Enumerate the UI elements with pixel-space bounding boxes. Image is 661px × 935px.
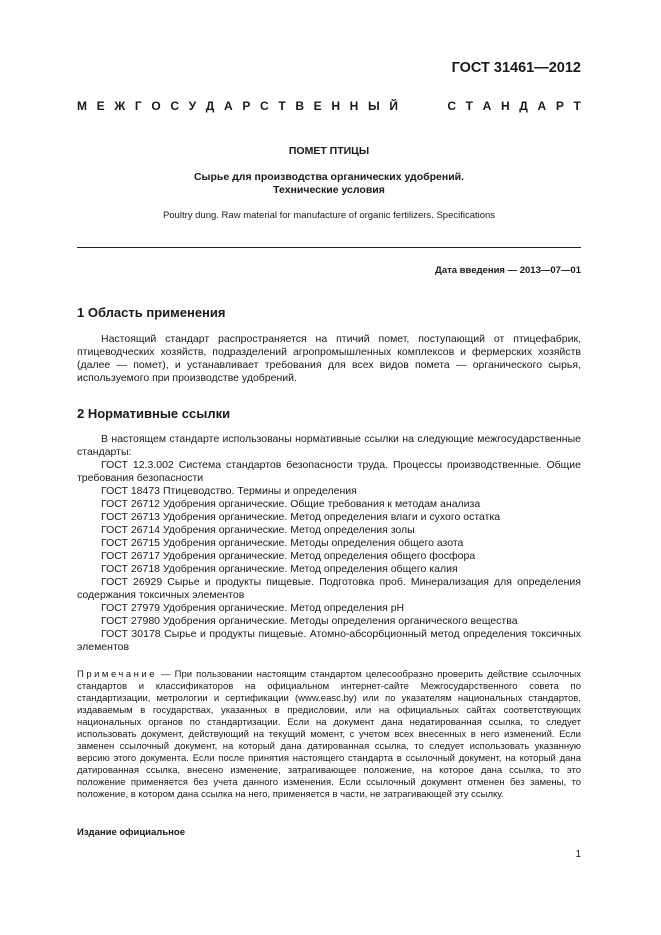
banner-letter: Е: [96, 99, 105, 113]
normative-references: [77, 433, 581, 654]
banner-letter: А: [482, 99, 492, 113]
note-block: [77, 669, 581, 801]
reference-item: ГОСТ 18473 Птицеводство. Термины и определения: [101, 485, 357, 497]
banner-letter: Ж: [114, 99, 126, 113]
reference-item: ГОСТ 26714 Удобрения органические. Метод определения золы: [101, 524, 415, 536]
section-1-text: [77, 333, 581, 385]
banner-letter: С: [447, 99, 456, 113]
banner-letter: Н: [331, 99, 340, 113]
reference-item: ГОСТ 27980 Удобрения органические. Методы определения органического вещества: [101, 615, 518, 627]
banner-letter: Ы: [367, 99, 380, 113]
introduction-date: Дата введения — 2013—07—01: [435, 265, 581, 276]
reference-item: ГОСТ 26712 Удобрения органические. Общие требования к методам анализа: [101, 498, 481, 510]
banner-letter: Т: [573, 99, 581, 113]
section-2-heading: 2 Нормативные ссылки: [77, 406, 231, 421]
banner-letter: Т: [278, 99, 286, 113]
reference-item: ГОСТ 26717 Удобрения органические. Метод определения общего фосфора: [101, 550, 476, 562]
banner-letter: У: [188, 99, 197, 113]
section-1-heading: 1 Область применения: [77, 305, 226, 320]
note-label: Примечание: [77, 669, 157, 680]
official-edition-label: Издание официальное: [77, 827, 185, 838]
reference-item: ГОСТ 30178 Сырье и продукты пищевые. Атомно-абсорбционный метод определения токсичных элементов: [77, 628, 581, 653]
banner-letter: Й: [389, 99, 398, 113]
section-1-paragraph: Настоящий стандарт распространяется на птичий помет, поступающий от птицефабрик, птицеводческих хозяйств, подразделений агропромышленных комплексов и фермерских хозяйств (далее — помет), и устанавливает требования для всех видов помета — органического сырья, используемого при производстве удобрений.: [77, 333, 581, 384]
note-text: — При пользовании настоящим стандартом целесообразно проверить действие ссылочных стандартов и классификаторов на официальном интернет-сайте Межгосударственного совета по стандартизации, метрологии и сертификации (www.easc.by) или по указателям национальных стандартов, издаваемым в государствах, указанных в предисловии, или на официальных сайтах соответствующих национальных органов по стандартизации. Если на документ дана недатированная ссылка, то следует использовать документ, действующий на текущий момент, с учетом всех внесенных в него изменений. Если заменен ссылочный документ, на который дана датированная ссылка, то следует использовать указанную версию этого документа. Если после принятия настоящего стандарта в ссылочный документ, на который дана датированная ссылка, внесено изменение, затрагивающее положение, на которое дана ссылка, то это положение применяется без учета данного изменения. Если ссылочный документ отменен без замены, то положение, в котором дана ссылка на него, применяется в части, не затрагивающей эту ссылку.: [77, 669, 581, 800]
banner-letter: Д: [519, 99, 528, 113]
subtitle-line-2: Технические условия: [273, 184, 385, 196]
reference-item: ГОСТ 26713 Удобрения органические. Метод определения влаги и сухого остатка: [101, 511, 501, 523]
banner-gap: [408, 99, 438, 115]
banner-letter: Р: [555, 99, 564, 113]
reference-item: ГОСТ 12.3.002 Система стандартов безопасности труда. Процессы производственные. Общие требования безопасности: [77, 459, 581, 484]
english-title: Poultry dung. Raw material for manufacture of organic fertilizers. Specifications: [162, 210, 496, 221]
banner-letter: Н: [500, 99, 510, 113]
interstate-standard-banner: [77, 99, 581, 115]
title-divider: [77, 247, 581, 248]
document-subtitle: [77, 171, 581, 197]
banner-letter: А: [223, 99, 233, 113]
banner-letter: М: [77, 99, 87, 113]
banner-letter: Г: [134, 99, 142, 113]
banner-letter: О: [151, 99, 161, 113]
banner-letter: Р: [242, 99, 251, 113]
banner-letter: Д: [205, 99, 215, 113]
reference-item: ГОСТ 27979 Удобрения органические. Метод определения pH: [101, 602, 405, 614]
banner-letter: Н: [349, 99, 359, 113]
page-number: 1: [575, 849, 581, 860]
banner-letter: В: [295, 99, 304, 113]
banner-letter: Т: [465, 99, 473, 113]
gost-number: ГОСТ 31461—2012: [451, 60, 581, 76]
document-title: ПОМЕТ ПТИЦЫ: [288, 145, 370, 157]
banner-letter: А: [537, 99, 547, 113]
banner-letter: С: [170, 99, 179, 113]
banner-letter: Е: [313, 99, 322, 113]
reference-item: ГОСТ 26715 Удобрения органические. Методы определения общего азота: [101, 537, 464, 549]
references-intro: В настоящем стандарте использованы нормативные ссылки на следующие межгосударственные стандарты:: [77, 433, 581, 458]
subtitle-line-1: Сырье для производства органических удобрений.: [193, 171, 465, 183]
banner-letter: С: [259, 99, 269, 113]
reference-item: ГОСТ 26929 Сырье и продукты пищевые. Подготовка проб. Минерализация для определения содержания токсичных элементов: [77, 576, 581, 601]
reference-item: ГОСТ 26718 Удобрения органические. Метод определения общего калия: [101, 563, 458, 575]
